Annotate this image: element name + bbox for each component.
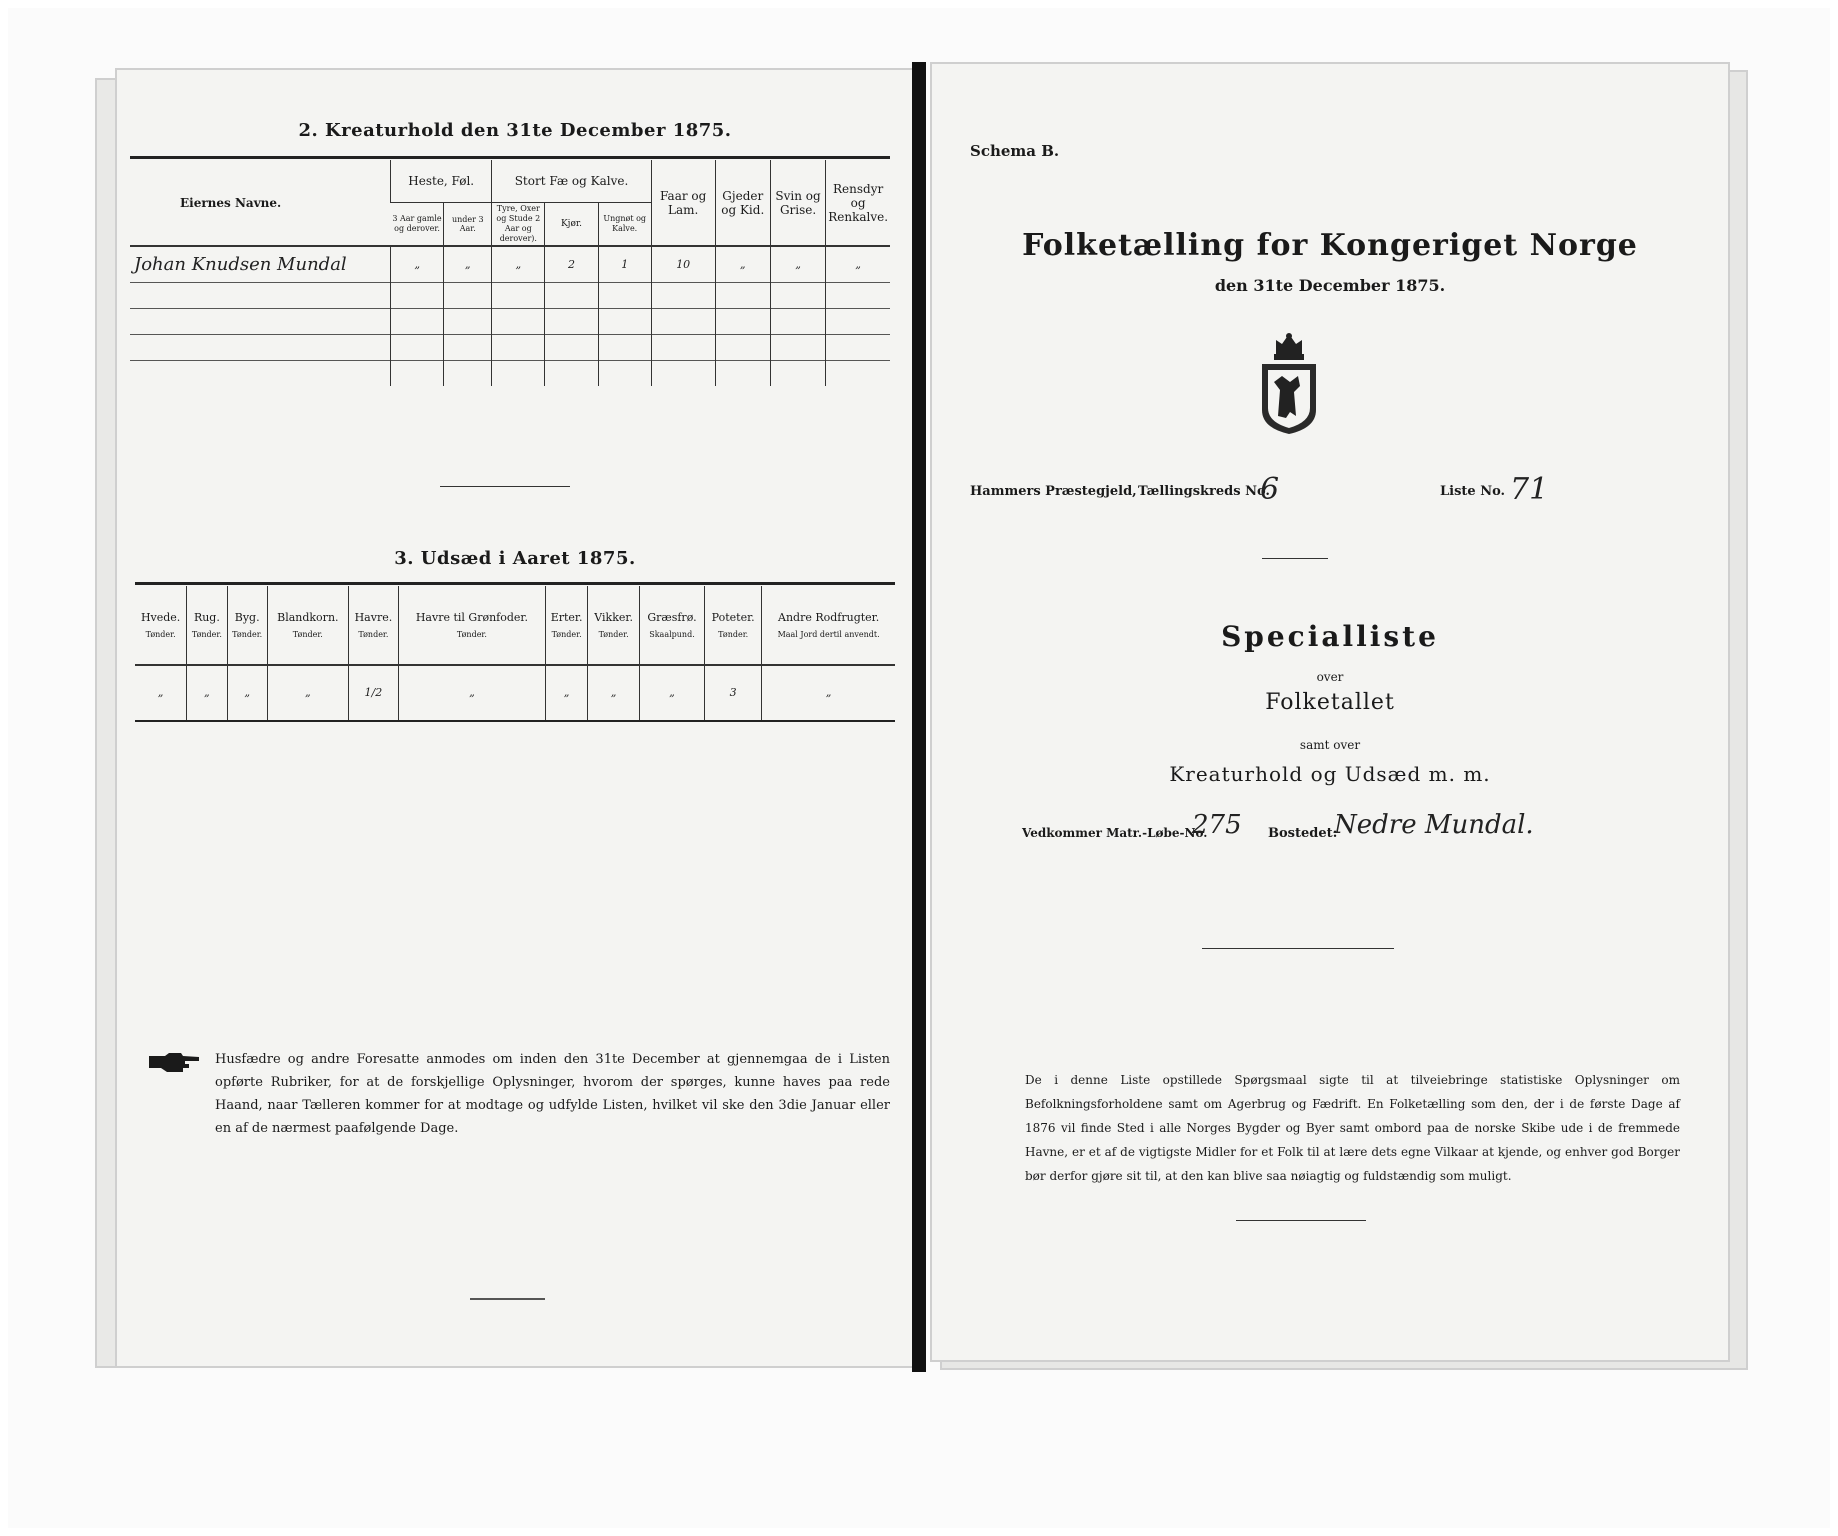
divider-rule-2 bbox=[1202, 948, 1394, 949]
seed-header-unit: Skaalpund. bbox=[649, 629, 695, 639]
seed-header-cell bbox=[639, 586, 704, 665]
book-spine bbox=[912, 62, 926, 1372]
seed-header-name: Blandkorn. bbox=[277, 610, 339, 624]
seed-header-name: Poteter. bbox=[711, 610, 755, 624]
storfe-c-header: Ungnøt og Kalve. bbox=[598, 202, 651, 246]
seed-header-unit: Tønder. bbox=[358, 629, 389, 639]
faar-header: Faar og Lam. bbox=[651, 160, 715, 246]
seed-header-unit: Tønder. bbox=[598, 629, 629, 639]
kreaturhold-label: Kreaturhold og Udsæd m. m. bbox=[1169, 762, 1491, 786]
section2-title: 2. Kreaturhold den 31te December 1875. bbox=[298, 120, 732, 141]
seed-header-cell bbox=[267, 586, 348, 665]
storfe-b-cell: 2 bbox=[545, 246, 598, 282]
seed-header-name: Hvede. bbox=[140, 610, 181, 624]
svin-cell: „ bbox=[770, 246, 825, 282]
storfe-a-header: Tyre, Oxer og Stude 2 Aar og derover). bbox=[492, 202, 545, 246]
left-page bbox=[115, 68, 915, 1368]
footer-text: De i denne Liste opstillede Spørgsmaal sigte til at tilveiebringe statistiske Oplysninger om Befolkningsforholdene samt om Agerbrug og Fædrift. En Folketælling som den, der i de første Dage af 1876 vil finde Sted i alle Norges Bygder og Byer samt ombord paa de norske Skibe ude i de fremmede Havne, er et af de vigtigste Midler for et Folk til at lære dets egne Vilkaar at kjende, og enhver god Borger bør derfor gjøre sit til, at den kan blive saa nøiagtig og fuldstændig som muligt. bbox=[1025, 1073, 1680, 1183]
heste-b-header: under 3 Aar. bbox=[444, 202, 492, 246]
seed-value-cell: „ bbox=[267, 665, 348, 721]
seed-header-cell bbox=[348, 586, 398, 665]
pointing-hand-icon bbox=[147, 1050, 201, 1076]
table-top-rule bbox=[130, 156, 890, 159]
owner-cell: Johan Knudsen Mundal bbox=[134, 253, 347, 275]
seed-header-name: Rug. bbox=[193, 610, 220, 624]
schema-label: Schema B. bbox=[970, 142, 1060, 160]
matr-label: Vedkommer Matr.-Løbe-No. bbox=[1022, 826, 1208, 840]
seed-header-unit: Tønder. bbox=[232, 629, 263, 639]
seed-header-name: Erter. bbox=[550, 610, 583, 624]
seed-header-cell bbox=[227, 586, 267, 665]
seed-header-unit: Tønder. bbox=[551, 629, 582, 639]
table-row bbox=[130, 360, 890, 386]
samt-over-label: samt over bbox=[1299, 738, 1361, 752]
rensdyr-cell: „ bbox=[826, 246, 890, 282]
seed-header-name: Byg. bbox=[234, 610, 260, 624]
heste-header: Heste, Føl. bbox=[391, 160, 492, 202]
owner-header: Eiernes Navne. bbox=[180, 195, 282, 210]
seed-value-cell: „ bbox=[545, 665, 588, 721]
storfe-b-header: Kjør. bbox=[545, 202, 598, 246]
seed-header-name: Græsfrø. bbox=[647, 610, 697, 624]
section3-title: 3. Udsæd i Aaret 1875. bbox=[394, 548, 636, 569]
list-label: Liste No. bbox=[1440, 484, 1506, 499]
seed-header-cell bbox=[398, 586, 545, 665]
folketallet-label: Folketallet bbox=[1265, 690, 1395, 715]
gjeder-header: Gjeder og Kid. bbox=[715, 160, 770, 246]
seed-header-name: Havre. bbox=[354, 610, 393, 624]
notice-text: Husfædre og andre Foresatte anmodes om inden den 31te December at gjennemgaa de i Listen opførte Rubriker, for at de forskjellige Oplysninger, hvorom der spørges, kunne haves paa rede Haand, naar Tælleren kommer for at modtage og udfylde Listen, hvilket vil ske den 3die Januar eller en af de nærmest paafølgende Dage. bbox=[215, 1052, 890, 1136]
divider-rule bbox=[440, 486, 570, 487]
seed-header-cell bbox=[187, 586, 227, 665]
coat-of-arms-icon bbox=[1256, 332, 1322, 436]
storfe-a-cell: „ bbox=[492, 246, 545, 282]
seed-value-cell: „ bbox=[762, 665, 895, 721]
storfe-c-cell: 1 bbox=[598, 246, 651, 282]
seed-header-unit: Tønder. bbox=[292, 629, 323, 639]
seed-table bbox=[135, 586, 895, 722]
table-row bbox=[130, 308, 890, 334]
heste-a-header: 3 Aar gamle og derover. bbox=[392, 213, 442, 233]
seed-header-cell bbox=[545, 586, 588, 665]
bosted-label: Bostedet: bbox=[1268, 826, 1338, 841]
district-label: Tællingskreds No. bbox=[1138, 484, 1270, 499]
list-value: 71 bbox=[1510, 472, 1549, 507]
seed-header-name: Andre Rodfrugter. bbox=[778, 610, 880, 624]
district-value: 6 bbox=[1260, 472, 1280, 507]
seed-header-unit: Tønder. bbox=[456, 629, 487, 639]
seed-header-name: Havre til Grønfoder. bbox=[415, 610, 528, 624]
svin-header: Svin og Grise. bbox=[770, 160, 825, 246]
parish-label: Hammers Præstegjeld, bbox=[970, 484, 1137, 499]
rensdyr-header: Rensdyr og Renkalve. bbox=[826, 160, 890, 246]
seed-value-cell: „ bbox=[187, 665, 227, 721]
seed-value-cell: „ bbox=[639, 665, 704, 721]
seed-value-cell: „ bbox=[398, 665, 545, 721]
seed-header-cell bbox=[762, 586, 895, 665]
bottom-rule bbox=[470, 1298, 545, 1300]
storfe-header: Stort Fæ og Kalve. bbox=[492, 160, 652, 202]
seed-header-unit: Tønder. bbox=[718, 629, 749, 639]
heste-a-cell: „ bbox=[391, 246, 444, 282]
seed-value-cell: „ bbox=[157, 686, 164, 700]
seed-value-cell: „ bbox=[588, 665, 639, 721]
seed-header-cell bbox=[705, 586, 762, 665]
seed-header-unit: Tønder. bbox=[145, 629, 176, 639]
seed-header-unit: Tønder. bbox=[191, 629, 222, 639]
bottom-rule bbox=[1236, 1220, 1366, 1221]
seed-header-cell bbox=[588, 586, 639, 665]
table-row bbox=[130, 282, 890, 308]
seed-value-cell: „ bbox=[227, 665, 267, 721]
heste-b-cell: „ bbox=[444, 246, 492, 282]
right-page bbox=[930, 62, 1730, 1362]
seed-header-cell bbox=[135, 586, 187, 665]
seed-value-cell: 1/2 bbox=[348, 665, 398, 721]
divider-rule bbox=[1262, 558, 1328, 559]
seed-value-cell: 3 bbox=[705, 665, 762, 721]
livestock-table bbox=[130, 160, 890, 386]
over-label: over bbox=[1316, 670, 1344, 684]
main-title: Folketælling for Kongeriget Norge bbox=[1022, 228, 1638, 263]
gjeder-cell: „ bbox=[715, 246, 770, 282]
main-date: den 31te December 1875. bbox=[1214, 276, 1446, 295]
matr-value: 275 bbox=[1192, 810, 1242, 840]
seed-header-name: Vikker. bbox=[594, 610, 633, 624]
table-row bbox=[130, 334, 890, 360]
bosted-value: Nedre Mundal. bbox=[1334, 810, 1534, 840]
seed-header-unit: Maal Jord dertil anvendt. bbox=[777, 629, 880, 639]
specialliste-title: Specialliste bbox=[1221, 620, 1439, 653]
seed-table-top-rule bbox=[135, 582, 895, 585]
faar-cell: 10 bbox=[651, 246, 715, 282]
